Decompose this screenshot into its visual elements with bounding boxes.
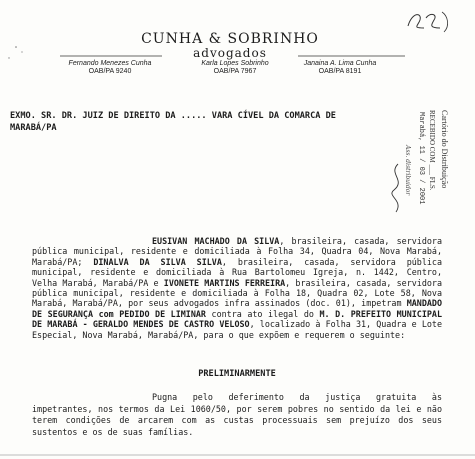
petition-paragraph-2: Pugna pelo deferimento da justiça gratuita às impetrantes, nos termos da Lei 1060/50, por serem pobres no sentido da lei e não terem condições de arcarem com as custas processuais sem prejuízo dos seus sustentos e os de suas famílias.	[32, 392, 442, 437]
page-mark-text	[0, 0, 1, 1]
stamp-date: Marabá, 11 / 03 / 2001	[417, 112, 425, 205]
stamp-received: RECEBIDO COM ___ FLS.	[428, 110, 436, 191]
addressee-heading: EXMO. SR. DR. JUIZ DE DIREITO DA ..... VARA CÍVEL DA COMARCA DE MARABÁ/PA	[10, 111, 336, 133]
firm-name: CUNHA & SOBRINHO	[141, 31, 319, 47]
stamp-signature-label: Ass. distribuidor	[404, 145, 411, 196]
petitioner-2: DINALVA DA SILVA SILVA	[93, 256, 222, 267]
lawyer-oab: OAB/PA 8191	[318, 68, 362, 75]
stamp-signature	[378, 160, 418, 220]
page-number-mark	[398, 6, 458, 36]
petitioner-3: IVONETE MARTINS FERREIRA	[163, 277, 286, 288]
lawyer-name: Janaina A. Lima Cunha	[303, 60, 377, 67]
action-type: MANDADO DE SEGURANÇA com PEDIDO DE LIMINAR	[32, 298, 442, 319]
lawyer-name: Karla Lopes Sobrinho	[201, 60, 269, 67]
section-title: PRELIMINARMENTE	[198, 369, 276, 379]
lawyer-name: Fernando Menezes Cunha	[68, 60, 152, 67]
lawyer-oab: OAB/PA 9240	[88, 68, 132, 75]
lawyer-1	[50, 60, 170, 76]
lawyer-2	[175, 60, 295, 76]
petitioner-1: EUSIVAN MACHADO DA SILVA	[152, 236, 280, 246]
lawyer-oab: OAB/PA 7967	[213, 68, 257, 75]
petition-paragraph-1: EUSIVAN MACHADO DA SILVA, brasileira, casada, servidora pública municipal, residente e domiciliada à Folha 34, Quadra 04, Nova Marabá, Marabá/PA; DINALVA DA SILVA SILVA, brasileira, casada, servidora pública municipal, residente e domiciliada à Rua Bartolomeu Igreja, n. 1442, Centro, Velha Marabá, Marabá/PA e IVONETE MARTINS FERREIRA, brasileira, casada, servidora pública municipal, residente e domiciliada à Folha 18, Quadra 02, Lote 58, Nova Marabá, Marabá/PA, por seus advogados infra assinados (doc. 01), impetram MANDADO DE SEGURANÇA com PEDIDO DE LIMINAR contra ato ilegal do M. D. PREFEITO MUNICIPAL DE MARABÁ - GERALDO MENDES DE CASTRO VELOSO, localizado à Folha 31, Quadra e Lote Especial, Nova Marabá, Marabá/PA, para o que expõem e requerem o seguinte:	[32, 236, 443, 340]
respondent-authority: M. D. PREFEITO MUNICIPAL DE MARABÁ - GERALDO MENDES DE CASTRO VELOSO	[32, 308, 443, 330]
lawyer-3	[280, 60, 400, 76]
stamp-office: Cartório do Distribuição	[440, 110, 449, 189]
firm-subtitle: advogados	[193, 46, 267, 60]
